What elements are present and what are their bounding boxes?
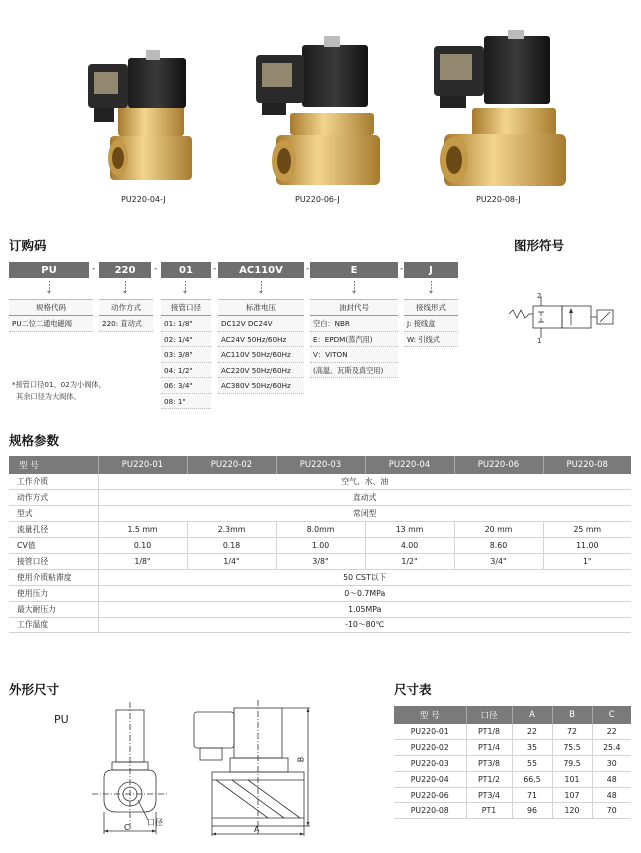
table-cell: 50 CST以下 <box>98 569 631 585</box>
table-row <box>394 787 631 803</box>
code-option: (高温、瓦斯及真空用) <box>310 363 398 379</box>
table-row <box>9 522 631 538</box>
code-column-spec <box>9 299 93 332</box>
order-note <box>12 379 106 402</box>
row-label: 动作方式 <box>9 490 98 506</box>
table-row <box>9 538 631 554</box>
row-label: 最大耐压力 <box>9 601 98 617</box>
row-label: CV值 <box>9 538 98 554</box>
table-cell: 8.60 <box>454 538 543 554</box>
table-cell: -10～80℃ <box>98 617 631 633</box>
spec-table <box>9 456 631 633</box>
table-cell: PT3/4 <box>466 787 512 803</box>
dim-label-c: C <box>124 823 130 832</box>
code-column-port <box>161 299 211 409</box>
code-column-header: 接线形式 <box>404 299 458 316</box>
outline-front-view <box>188 700 318 840</box>
table-cell: 107 <box>552 787 592 803</box>
table-row <box>9 585 631 601</box>
table-cell: 66.5 <box>512 771 552 787</box>
code-option: AC380V 50Hz/60Hz <box>218 378 304 394</box>
table-cell: 2.3mm <box>187 522 276 538</box>
table-cell: 101 <box>552 771 592 787</box>
outline-title: 外形尺寸 <box>9 682 60 697</box>
dim-label-b: B <box>296 756 306 763</box>
table-cell: 11.00 <box>543 538 631 554</box>
code-option: AC220V 50Hz/60Hz <box>218 363 304 379</box>
table-cell: PU220-03 <box>394 756 466 772</box>
table-header-row <box>394 706 631 724</box>
code-option: 06: 3/4" <box>161 378 211 394</box>
table-cell: PT1/4 <box>466 740 512 756</box>
symbol-title: 图形符号 <box>514 238 565 253</box>
code-column-wiring <box>404 299 458 347</box>
product-label: PU220-06-J <box>295 195 340 204</box>
code-column-seal <box>310 299 398 378</box>
table-cell: 0～0.7MPa <box>98 585 631 601</box>
product-label: PU220-08-J <box>476 195 521 204</box>
table-cell: 4.00 <box>365 538 454 554</box>
table-cell: 1/2" <box>365 553 454 569</box>
code-column-voltage <box>218 299 304 394</box>
code-arrow <box>183 281 188 295</box>
table-cell: 55 <box>512 756 552 772</box>
row-label: 工作介质 <box>9 474 98 490</box>
code-arrow <box>47 281 52 295</box>
table-row <box>394 724 631 740</box>
row-label: 流量孔径 <box>9 522 98 538</box>
row-label: 工作温度 <box>9 617 98 633</box>
dims-table <box>394 706 631 819</box>
row-label: 使用压力 <box>9 585 98 601</box>
table-cell: PT1 <box>466 803 512 819</box>
table-cell: 25 mm <box>543 522 631 538</box>
code-option: E：EPDM(蒸汽用) <box>310 332 398 348</box>
table-row <box>9 569 631 585</box>
product-image-pu220-06 <box>254 35 384 190</box>
table-cell: 空气、水、油 <box>98 474 631 490</box>
code-arrow <box>259 281 264 295</box>
code-column-header: 油封代号 <box>310 299 398 316</box>
column-header: 型 号 <box>394 706 466 724</box>
table-cell: 1" <box>543 553 631 569</box>
row-label: 使用介质粘滞度 <box>9 569 98 585</box>
code-option: 220: 直动式 <box>99 316 153 332</box>
code-arrow <box>429 281 434 295</box>
spec-title: 规格参数 <box>9 433 60 448</box>
table-cell: PU220-08 <box>394 803 466 819</box>
table-row <box>394 756 631 772</box>
code-option: 04: 1/2" <box>161 363 211 379</box>
table-cell: PU220-02 <box>394 740 466 756</box>
code-box: 01 <box>161 262 211 278</box>
table-cell: 1/4" <box>187 553 276 569</box>
table-cell: PT1/8 <box>466 724 512 740</box>
column-header: 型 号 <box>9 456 98 474</box>
table-row <box>394 803 631 819</box>
product-image-pu220-04 <box>80 48 200 190</box>
table-cell: 1.5 mm <box>98 522 187 538</box>
port-label-2: 2 <box>537 292 542 300</box>
table-cell: 1.05MPa <box>98 601 631 617</box>
table-cell: PU220-04 <box>394 771 466 787</box>
table-row <box>9 490 631 506</box>
product-label: PU220-04-J <box>121 195 166 204</box>
code-option: 空白：NBR <box>310 316 398 332</box>
column-header: B <box>552 706 592 724</box>
dim-label-port: 口径 <box>147 818 163 827</box>
code-option: AC24V 50Hz/60Hz <box>218 332 304 348</box>
note-line: *接管口径01、02为小阀体， <box>12 380 106 389</box>
table-cell: 1.00 <box>276 538 365 554</box>
table-cell: 30 <box>592 756 631 772</box>
column-header: PU220-02 <box>187 456 276 474</box>
table-cell: PT1/2 <box>466 771 512 787</box>
table-row <box>9 617 631 633</box>
code-column-action <box>99 299 153 332</box>
code-column-header: 动作方式 <box>99 299 153 316</box>
table-cell: 3/8" <box>276 553 365 569</box>
product-image-pu220-08 <box>430 30 570 190</box>
table-cell: 96 <box>512 803 552 819</box>
table-cell: 22 <box>512 724 552 740</box>
table-cell: 常闭型 <box>98 506 631 522</box>
table-cell: 75.5 <box>552 740 592 756</box>
code-option: J: 接线盒 <box>404 316 458 332</box>
code-box: J <box>404 262 458 278</box>
row-label: 型式 <box>9 506 98 522</box>
column-header: PU220-06 <box>454 456 543 474</box>
code-option: V：VITON <box>310 347 398 363</box>
column-header: PU220-03 <box>276 456 365 474</box>
table-cell: 72 <box>552 724 592 740</box>
table-header-row <box>9 456 631 474</box>
column-header: PU220-01 <box>98 456 187 474</box>
outline-model-label: PU <box>54 713 69 726</box>
table-cell: 120 <box>552 803 592 819</box>
code-column-header: 标准电压 <box>218 299 304 316</box>
code-option: 03: 3/8" <box>161 347 211 363</box>
table-cell: PU220-01 <box>394 724 466 740</box>
code-arrow <box>123 281 128 295</box>
table-row <box>9 506 631 522</box>
code-arrow <box>352 281 357 295</box>
table-cell: 71 <box>512 787 552 803</box>
code-option: AC110V 50Hz/60Hz <box>218 347 304 363</box>
code-option: 01: 1/8" <box>161 316 211 332</box>
table-cell: 70 <box>592 803 631 819</box>
table-cell: PT3/8 <box>466 756 512 772</box>
table-cell: 0.18 <box>187 538 276 554</box>
dims-title: 尺寸表 <box>394 682 432 697</box>
code-column-header: 规格代码 <box>9 299 93 316</box>
table-cell: 8.0mm <box>276 522 365 538</box>
code-separator: - <box>154 264 158 274</box>
order-code-title: 订购码 <box>9 238 47 253</box>
table-cell: 13 mm <box>365 522 454 538</box>
valve-symbol-diagram <box>505 292 620 344</box>
code-option: PU二位二通电磁阀 <box>9 316 93 332</box>
code-option: W: 引线式 <box>404 332 458 348</box>
code-option: 02: 1/4" <box>161 332 211 348</box>
column-header: PU220-04 <box>365 456 454 474</box>
column-header: A <box>512 706 552 724</box>
column-header: 口径 <box>466 706 512 724</box>
table-cell: 35 <box>512 740 552 756</box>
table-cell: 20 mm <box>454 522 543 538</box>
table-row <box>9 553 631 569</box>
table-cell: 0.10 <box>98 538 187 554</box>
code-box: E <box>310 262 398 278</box>
table-cell: 22 <box>592 724 631 740</box>
table-cell: 3/4" <box>454 553 543 569</box>
note-line: 其余口径为大阀体。 <box>16 391 81 401</box>
code-separator: - <box>213 264 217 274</box>
code-box: AC110V <box>218 262 304 278</box>
code-separator: - <box>400 264 404 274</box>
table-row <box>394 771 631 787</box>
table-cell: 1/8" <box>98 553 187 569</box>
table-cell: 48 <box>592 787 631 803</box>
code-option: 08: 1" <box>161 394 211 410</box>
table-row <box>9 474 631 490</box>
code-separator: - <box>306 264 310 274</box>
table-cell: 79.5 <box>552 756 592 772</box>
dim-label-a: A <box>254 825 260 834</box>
code-box: 220 <box>99 262 151 278</box>
column-header: C <box>592 706 631 724</box>
code-box: PU <box>9 262 89 278</box>
code-column-header: 接管口径 <box>161 299 211 316</box>
row-label: 接管口径 <box>9 553 98 569</box>
table-cell: 直动式 <box>98 490 631 506</box>
table-row <box>9 601 631 617</box>
code-option: DC12V DC24V <box>218 316 304 332</box>
port-label-1: 1 <box>537 337 542 344</box>
table-cell: 25.4 <box>592 740 631 756</box>
column-header: PU220-08 <box>543 456 631 474</box>
table-cell: 48 <box>592 771 631 787</box>
table-row <box>394 740 631 756</box>
table-cell: PU220-06 <box>394 787 466 803</box>
code-separator: - <box>92 264 96 274</box>
